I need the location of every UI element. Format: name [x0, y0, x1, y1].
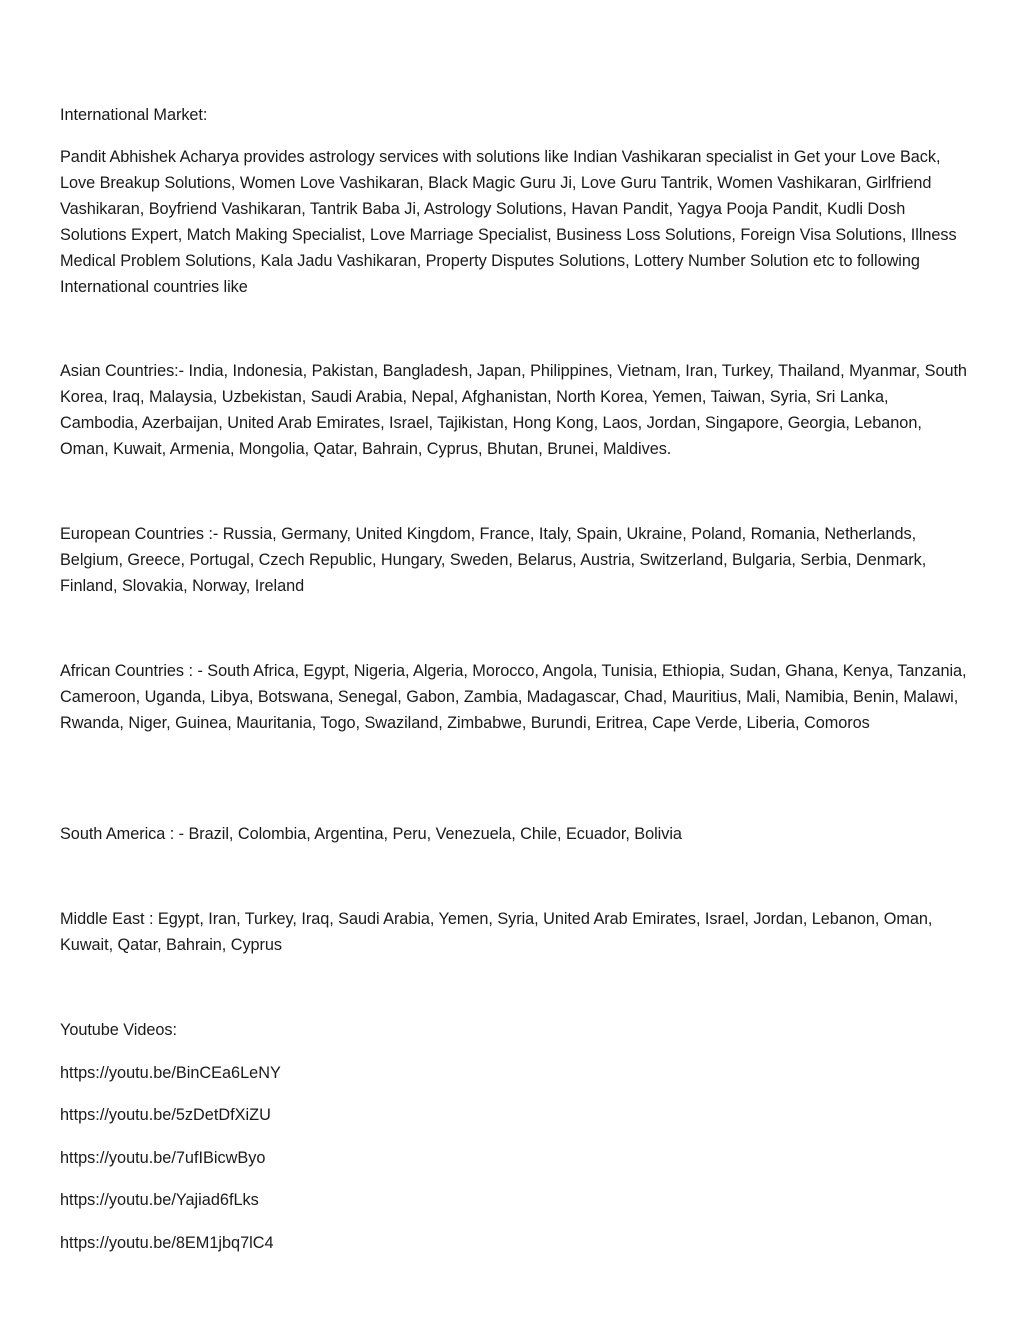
intro-paragraph: Pandit Abhishek Acharya provides astrology services with solutions like Indian Vashikaran specialist in Get your Love Back, Love Breakup Solutions, Women Love Vashikaran, Black Magic Guru Ji, Love Guru Tantrik, Women Vashikaran, Girlfriend Vashikaran, Boyfriend Vashikaran, Tantrik Baba Ji, Astrology Solutions, Havan Pandit, Yagya Pooja Pandit, Kudli Dosh Solutions Expert, Match Making Specialist, Love Marriage Specialist, Business Loss Solutions, Foreign Visa Solutions, Illness Medical Problem Solutions, Kala Jadu Vashikaran, Property Disputes Solutions, Lottery Number Solution etc to following International countries like — [60, 148, 957, 296]
european-countries-paragraph: European Countries :- Russia, Germany, United Kingdom, France, Italy, Spain, Ukraine, Poland, Romania, Netherlands, Belgium, Greece, Portugal, Czech Republic, Hungary, Sweden, Belarus, Austria, Switzerland, Bulgaria, Serbia, Denmark, Finland, Slovakia, Norway, Ireland — [60, 525, 927, 595]
video-link-3[interactable]: https://youtu.be/7ufIBicwByo — [60, 1149, 266, 1167]
video-link-2[interactable]: https://youtu.be/5zDetDfXiZU — [60, 1106, 271, 1124]
video-link-4[interactable]: https://youtu.be/Yajiad6fLks — [60, 1191, 259, 1209]
asian-countries-paragraph: Asian Countries:- India, Indonesia, Pakistan, Bangladesh, Japan, Philippines, Vietnam, Iran, Turkey, Thailand, Myanmar, South Korea, Iraq, Malaysia, Uzbekistan, Saudi Arabia, Nepal, Afghanistan, North Korea, Yemen, Taiwan, Syria, Sri Lanka, Cambodia, Azerbaijan, United Arab Emirates, Israel, Tajikistan, Hong Kong, Laos, Jordan, Singapore, Georgia, Lebanon, Oman, Kuwait, Armenia, Mongolia, Qatar, Bahrain, Cyprus, Bhutan, Brunei, Maldives. — [60, 362, 967, 458]
section-heading: International Market: — [60, 106, 208, 124]
video-link-5[interactable]: https://youtu.be/8EM1jbq7lC4 — [60, 1234, 274, 1252]
video-link-1[interactable]: https://youtu.be/BinCEa6LeNY — [60, 1064, 281, 1082]
middle-east-paragraph: Middle East : Egypt, Iran, Turkey, Iraq, Saudi Arabia, Yemen, Syria, United Arab Emirates, Israel, Jordan, Lebanon, Oman, Kuwait, Qatar, Bahrain, Cyprus — [60, 910, 933, 954]
south-america-paragraph: South America : - Brazil, Colombia, Argentina, Peru, Venezuela, Chile, Ecuador, Bolivia — [60, 825, 682, 843]
african-countries-paragraph: African Countries : - South Africa, Egypt, Nigeria, Algeria, Morocco, Angola, Tunisia, Ethiopia, Sudan, Ghana, Kenya, Tanzania, Cameroon, Uganda, Libya, Botswana, Senegal, Gabon, Zambia, Madagascar, Chad, Mauritius, Mali, Namibia, Benin, Malawi, Rwanda, Niger, Guinea, Mauritania, Togo, Swaziland, Zimbabwe, Burundi, Eritrea, Cape Verde, Liberia, Comoros — [60, 662, 967, 732]
videos-heading: Youtube Videos: — [60, 1021, 177, 1039]
